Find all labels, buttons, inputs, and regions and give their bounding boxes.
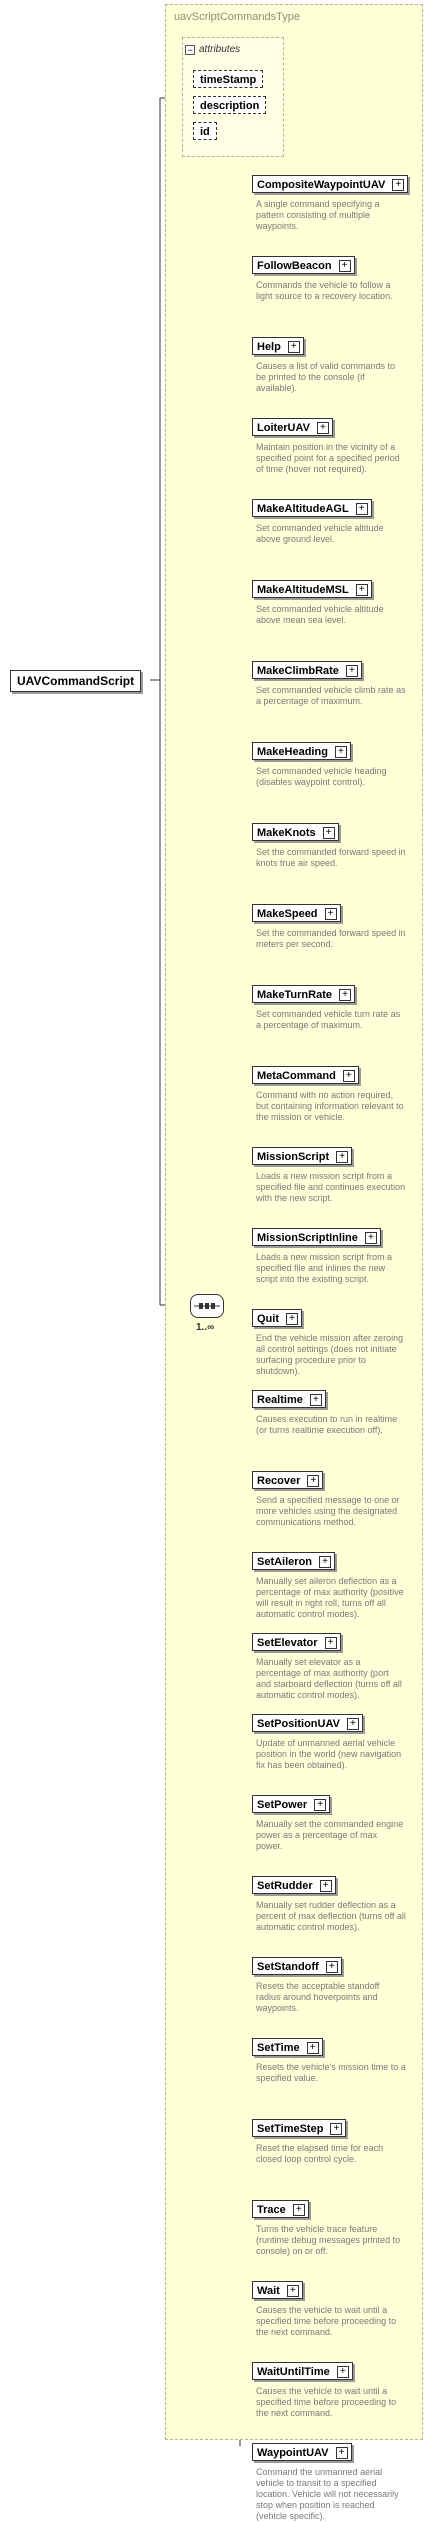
element-label: Wait <box>257 2285 280 2297</box>
expand-icon[interactable]: + <box>286 1313 298 1325</box>
element-makealtitudeagl[interactable] <box>252 499 372 517</box>
element-label: Quit <box>257 1313 279 1325</box>
element-description: Manually set the commanded engine power as a percentage of max power. <box>256 1819 404 1851</box>
element-label: Help <box>257 341 281 353</box>
element-label: Recover <box>257 1475 301 1487</box>
element-followbeacon[interactable] <box>252 256 355 274</box>
element-label: SetStandoff <box>257 1961 319 1973</box>
expand-icon[interactable]: + <box>287 2285 299 2297</box>
multiplicity-label: 1..∞ <box>196 1322 215 1333</box>
element-description: Manually set elevator as a percentage of max authority (port and starboard deflection (turns off all automatic control modes). <box>256 1657 402 1700</box>
expand-icon[interactable]: + <box>325 1637 337 1649</box>
element-setpower[interactable] <box>252 1795 330 1813</box>
element-description: Loads a new mission script from a specified file and inlines the new script into the existing script. <box>256 1252 393 1284</box>
expand-icon[interactable]: + <box>325 908 337 920</box>
expand-icon[interactable]: + <box>323 827 335 839</box>
element-setrudder[interactable] <box>252 1876 336 1894</box>
element-quit[interactable] <box>252 1309 302 1327</box>
element-label: SetTime <box>257 2042 300 2054</box>
element-description: Send a specified message to one or more vehicles using the designated communications method. <box>256 1495 400 1527</box>
expand-icon[interactable]: + <box>293 2204 305 2216</box>
element-description: Causes the vehicle to wait until a specified time before proceeding to the next command. <box>256 2305 397 2337</box>
element-description: Causes a list of valid commands to be printed to the console (if available). <box>256 361 396 393</box>
element-recover[interactable] <box>252 1471 323 1489</box>
element-description: Set commanded vehicle altitude above ground level. <box>256 523 384 544</box>
element-setaileron[interactable] <box>252 1552 335 1570</box>
attribute-timestamp[interactable]: timeStamp <box>193 70 263 88</box>
element-label: MakeClimbRate <box>257 665 339 677</box>
element-label: LoiterUAV <box>257 422 310 434</box>
expand-icon[interactable]: + <box>365 1232 377 1244</box>
element-compositewaypointuav[interactable] <box>252 175 408 193</box>
element-setstandoff[interactable] <box>252 1957 342 1975</box>
expand-icon[interactable]: + <box>356 503 368 515</box>
expand-icon[interactable]: + <box>335 746 347 758</box>
element-label: SetTimeStep <box>257 2123 324 2135</box>
element-label: WaitUntilTime <box>257 2366 330 2378</box>
element-description: Command with no action required, but containing information relevant to the mission or vehicle. <box>256 1090 404 1122</box>
element-trace[interactable] <box>252 2200 309 2218</box>
expand-icon[interactable]: + <box>317 422 329 434</box>
root-element[interactable] <box>10 670 141 692</box>
expand-icon[interactable]: + <box>339 260 351 272</box>
element-label: MakeHeading <box>257 746 328 758</box>
expand-icon[interactable]: + <box>288 341 300 353</box>
element-label: CompositeWaypointUAV <box>257 179 386 191</box>
element-description: Reset the elapsed time for each closed loop control cycle. <box>256 2143 384 2164</box>
element-label: MakeTurnRate <box>257 989 332 1001</box>
element-description: Causes execution to run in realtime (or turns realtime execution off). <box>256 1414 398 1435</box>
element-description: Update of unmanned aerial vehicle position in the world (new navigation fix has been obtained). <box>256 1738 402 1770</box>
root-element-label: UAVCommandScript <box>17 674 135 688</box>
element-description: Manually set rudder deflection as a percent of max deflection (turns off all automatic control modes). <box>256 1900 406 1932</box>
element-description: Resets the acceptable standoff radius around hoverpoints and waypoints. <box>256 1981 380 2013</box>
element-missionscript[interactable] <box>252 1147 352 1165</box>
element-makespeed[interactable] <box>252 904 341 922</box>
attributes-box <box>182 37 284 157</box>
expand-icon[interactable]: + <box>346 665 358 677</box>
element-description: Set the commanded forward speed in meters per second. <box>256 928 406 949</box>
expand-icon[interactable]: + <box>330 2123 342 2135</box>
element-description: Causes the vehicle to wait until a specified time before proceeding to the next command. <box>256 2386 397 2418</box>
expand-icon[interactable]: + <box>314 1799 326 1811</box>
element-description: Set the commanded forward speed in knots true air speed. <box>256 847 406 868</box>
element-wait[interactable] <box>252 2281 303 2299</box>
element-label: MetaCommand <box>257 1070 336 1082</box>
expand-icon[interactable]: + <box>343 1070 355 1082</box>
expand-icon[interactable]: + <box>356 584 368 596</box>
element-setelevator[interactable] <box>252 1633 341 1651</box>
element-description: Set commanded vehicle climb rate as a percentage of maximum. <box>256 685 406 706</box>
element-description: Command the unmanned aerial vehicle to transit to a specified location. Vehicle will not necessarily stop when position is reached (vehicle specific). <box>256 2467 399 2521</box>
element-maketurnrate[interactable] <box>252 985 355 1003</box>
element-description: Commands the vehicle to follow a light source to a recovery location. <box>256 280 393 301</box>
element-description: Set commanded vehicle turn rate as a percentage of maximum. <box>256 1009 401 1030</box>
sequence-glyph <box>191 1295 223 1317</box>
element-metacommand[interactable] <box>252 1066 359 1084</box>
element-label: MakeAltitudeAGL <box>257 503 349 515</box>
element-label: SetPositionUAV <box>257 1718 340 1730</box>
element-label: Trace <box>257 2204 286 2216</box>
element-label: MakeKnots <box>257 827 316 839</box>
element-label: MakeSpeed <box>257 908 318 920</box>
element-label: SetElevator <box>257 1637 318 1649</box>
expand-icon[interactable]: + <box>336 2447 348 2459</box>
expand-icon[interactable]: + <box>310 1394 322 1406</box>
element-makeheading[interactable] <box>252 742 351 760</box>
element-description: Maintain position in the vicinity of a specified point for a specified period of time (hover not required). <box>256 442 400 474</box>
element-description: Loads a new mission script from a specified file and continues execution with the new script. <box>256 1171 406 1203</box>
attributes-header <box>185 44 240 55</box>
attribute-id[interactable]: id <box>193 122 217 140</box>
element-label: MissionScript <box>257 1151 330 1163</box>
element-label: SetRudder <box>257 1880 313 1892</box>
element-makeknots[interactable] <box>252 823 339 841</box>
expand-icon[interactable]: + <box>337 2366 349 2378</box>
expand-icon[interactable]: + <box>339 989 351 1001</box>
element-description: Manually set aileron deflection as a percentage of max authority (positive will result in right roll, turns off all automatic control modes). <box>256 1576 404 1619</box>
type-title: uavScriptCommandsType <box>174 11 300 23</box>
element-makealtitudemsl[interactable] <box>252 580 372 598</box>
sequence-compositor-icon[interactable] <box>190 1294 224 1318</box>
element-description: Set commanded vehicle altitude above mean sea level. <box>256 604 384 625</box>
element-settimestep[interactable] <box>252 2119 346 2137</box>
element-label: Realtime <box>257 1394 303 1406</box>
expand-icon[interactable]: + <box>307 1475 319 1487</box>
collapse-icon[interactable]: − <box>185 45 195 55</box>
expand-icon[interactable]: + <box>307 2042 319 2054</box>
element-realtime[interactable] <box>252 1390 326 1408</box>
element-description: Turns the vehicle trace feature (runtime debug messages printed to console) on or off. <box>256 2224 401 2256</box>
expand-icon[interactable]: + <box>347 1718 359 1730</box>
element-description: Resets the vehicle's mission time to a specified value. <box>256 2062 406 2083</box>
attribute-description[interactable]: description <box>193 96 266 114</box>
element-label: MakeAltitudeMSL <box>257 584 349 596</box>
element-waituntiltime[interactable] <box>252 2362 353 2380</box>
element-help[interactable] <box>252 337 304 355</box>
expand-icon[interactable]: + <box>392 179 404 191</box>
element-label: MissionScriptInline <box>257 1232 358 1244</box>
element-settime[interactable] <box>252 2038 323 2056</box>
element-label: SetAileron <box>257 1556 313 1568</box>
attributes-label: attributes <box>199 44 241 55</box>
element-description: End the vehicle mission after zeroing all control settings (does not initiate surfacing procedure prior to shutdown). <box>256 1333 404 1376</box>
expand-icon[interactable]: + <box>320 1880 332 1892</box>
element-missionscriptinline[interactable] <box>252 1228 381 1246</box>
expand-icon[interactable]: + <box>336 1151 348 1163</box>
element-setpositionuav[interactable] <box>252 1714 363 1732</box>
element-description: Set commanded vehicle heading (disables waypoint control). <box>256 766 387 787</box>
element-label: WaypointUAV <box>257 2447 329 2459</box>
element-label: SetPower <box>257 1799 308 1811</box>
expand-icon[interactable]: + <box>326 1961 338 1973</box>
expand-icon[interactable]: + <box>319 1556 331 1568</box>
element-loiteruav[interactable] <box>252 418 333 436</box>
element-description: A single command specifying a pattern consisting of multiple waypoints. <box>256 199 380 231</box>
element-makeclimbrate[interactable] <box>252 661 362 679</box>
element-label: FollowBeacon <box>257 260 332 272</box>
